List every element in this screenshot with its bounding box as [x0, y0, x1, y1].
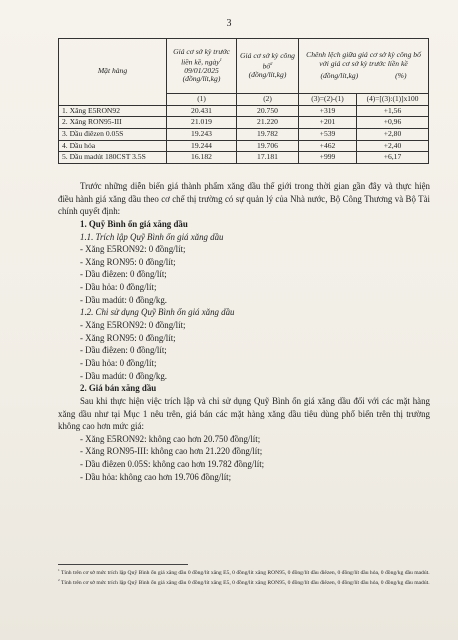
table-row: 2. Xăng RON95-III 21.019 21.220 +201 +0,96	[59, 117, 429, 129]
list-item: - Dầu madút: 0 đồng/kg.	[80, 370, 168, 381]
footnote-1: $^1$ Tính trên cơ sở mức trích lập Quỹ Bình ổn giá xăng dầu 0 đồng/lít xăng E5, 0 đồng/lít xăng RON95, 0 đồng/lít dầu điêzen, 0 đồng/lít dầu hỏa, 0 đồng/kg dầu madút.	[58, 568, 430, 576]
table-row: 5. Dầu madút 180CST 3.5S 16.182 17.181 +999 +6,17	[59, 152, 429, 164]
list-item: - Dầu hỏa: không cao hơn 19.706 đồng/lít;	[80, 471, 232, 482]
list-item: - Xăng RON95: 0 đồng/lít;	[80, 332, 176, 343]
section-2-title: 2. Giá bán xăng dầu	[80, 383, 157, 394]
section-2-intro: Sau khi thực hiện việc trích lập và chi sử dụng Quỹ Bình ổn giá xăng dầu đối với các mặt hàng xăng dầu như tại Mục 1 nêu trên, giá bán các mặt hàng xăng dầu tiêu dùng phổ biến trên thị trường không cao hơn mức giá:	[58, 395, 430, 432]
table-row: 1. Xăng E5RON92 20.431 20.750 +319 +1,56	[59, 105, 429, 117]
list-item: - Dầu điêzen 0.05S: không cao hơn 19.782 đồng/lít;	[80, 459, 265, 470]
table-row: 4. Dầu hỏa 19.244 19.706 +462 +2,40	[59, 140, 429, 152]
list-item: - Dầu hỏa: 0 đồng/lít;	[80, 282, 157, 293]
list-item: - Dầu hỏa: 0 đồng/lít;	[80, 357, 157, 368]
header-curr-price: Giá cơ sở kỳ công bố$^2$ (đồng/lít,kg)	[237, 39, 299, 94]
list-item: - Dầu điêzen: 0 đồng/lít;	[80, 269, 167, 280]
header-item: Mặt hàng	[59, 39, 167, 106]
header-diff: Chênh lệch giữa giá cơ sở kỳ công bố với giá cơ sở kỳ trước liền kề (đồng/lít,kg) (%)	[299, 39, 429, 94]
table-index-row: (1) (2) (3)=(2)-(1) (4)=[(3):(1)]x100	[59, 94, 429, 106]
footnote-divider	[58, 564, 188, 565]
footnotes	[58, 568, 430, 589]
list-item: - Xăng RON95: 0 đồng/lít;	[80, 256, 176, 267]
list-item: - Dầu điêzen: 0 đồng/lít;	[80, 345, 167, 356]
table-row: 3. Dầu điêzen 0.05S 19.243 19.782 +539 +2,80	[59, 128, 429, 140]
body-text	[58, 180, 430, 483]
section-1-title: 1. Quỹ Bình ổn giá xăng dầu	[80, 218, 188, 229]
footnote-2: $^2$ Tính trên cơ sở mức trích lập Quỹ Bình ổn giá xăng dầu 0 đồng/lít xăng E5, 0 đồng/lít xăng RON95, 0 đồng/lít dầu điêzen, 0 đồng/lít dầu hỏa, 0 đồng/kg dầu madút.	[58, 578, 430, 587]
intro-paragraph: Trước những diễn biến giá thành phẩm xăng dầu thế giới trong thời gian gần đây và thực hiện điều hành giá xăng dầu theo cơ chế thị trường có sự quản lý của Nhà nước, Bộ Công Thương và Bộ Tài chính quyết định:	[58, 181, 430, 217]
list-item: - Xăng E5RON92: không cao hơn 20.750 đồng/lít;	[80, 433, 261, 444]
page-number: 3	[226, 18, 232, 29]
list-item: - Xăng E5RON92: 0 đồng/lít;	[80, 320, 186, 331]
list-item: - Dầu madút: 0 đồng/kg.	[80, 294, 168, 305]
table-header-row	[59, 39, 429, 94]
header-prev-price: Giá cơ sở kỳ trước liền kề, ngày$^1$ 09/01/2025 (đồng/lít,kg)	[167, 39, 237, 94]
section-1-1-title: 1.1. Trích lập Quỹ Bình ổn giá xăng dầu	[80, 231, 224, 242]
section-1-2-title: 1.2. Chi sử dụng Quỹ Bình ổn giá xăng dầu	[80, 307, 235, 318]
list-item: - Xăng E5RON92: 0 đồng/lít;	[80, 244, 186, 255]
list-item: - Xăng RON95-III: không cao hơn 21.220 đồng/lít;	[80, 446, 263, 457]
price-table	[58, 38, 429, 164]
